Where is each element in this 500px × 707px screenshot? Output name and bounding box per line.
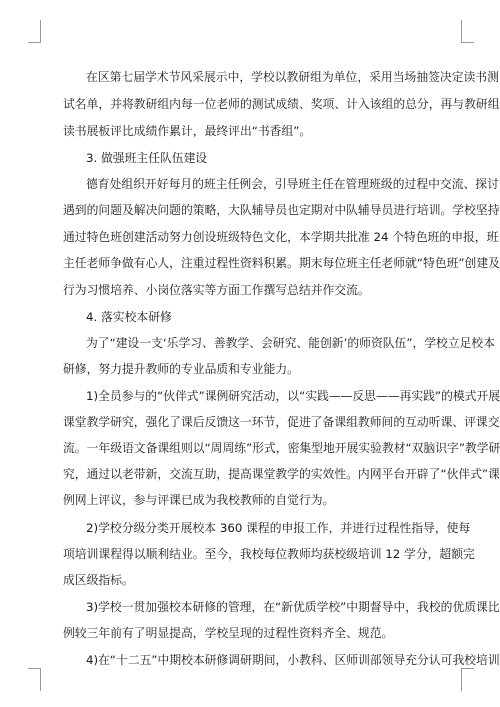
paragraph-line: 通过特色班创建活动努力创设班级特色文化，本学期共批准 24 个特色班的申报，班: [63, 230, 499, 244]
paragraph-line: 行为习惯培养、小岗位落实等方面工作撰写总结并作交流。: [63, 283, 370, 297]
paragraph-line: 试名单，并将教研组内每一位老师的测试成绩、奖项、计入该组的总分，再与教研组: [63, 97, 500, 111]
paragraph-line: 主任老师争做有心人，注重过程性资料积累。期末每位班主任老师就“特色班”创建及: [63, 256, 500, 270]
paragraph-line: 遇到的问题及解决问题的策略，大队辅导员也定期对中队辅导员进行培训。学校坚持: [63, 203, 500, 217]
paragraph-line: 研修，努力提升教师的专业品质和专业能力。: [63, 362, 299, 376]
paragraph-line: 究，通过以老带新，交流互助，提高课堂教学的实效性。内网平台开辟了“伙伴式”课: [63, 467, 500, 481]
paragraph-line: 项培训课程得以顺利结业。至今，我校每位教师均获校级培训 12 学分，超额完: [63, 547, 475, 561]
crop-mark-top-left: [28, 20, 41, 43]
paragraph-line: 在区第七届学术节风采展示中，学校以教研组为单位，采用当场抽签决定读书测: [86, 70, 499, 84]
paragraph-line: 1)全员参与的“伙伴式”课例研究活动，以“实践——反思——再实践”的模式开展: [86, 389, 500, 403]
paragraph-line: 3)学校一贯加强校本研修的管理，在“新优质学校”中期督导中，我校的优质课比: [86, 600, 500, 614]
paragraph-line: 例较三年前有了明显提高，学校呈现的过程性资料齐全、规范。: [63, 626, 394, 640]
section-heading: 4. 落实校本研修: [86, 310, 172, 324]
paragraph-line: 德育处组织开好每月的班主任例会，引导班主任在管理班级的过程中交流、探讨: [86, 177, 499, 191]
paragraph-line: 流。一年级语文备课组则以“周周练”形式，密集型地开展实验教材“双脑识字”教学研: [63, 441, 500, 455]
paragraph-line: 2)学校分级分类开展校本 360 课程的申报工作，并进行过程性指导，使每: [86, 521, 471, 535]
crop-mark-top-right: [461, 20, 474, 43]
paragraph-line: 例网上评议，参与评课已成为我校教师的自觉行为。: [63, 493, 335, 507]
paragraph-line: 成区级指标。: [63, 573, 134, 587]
crop-mark-bottom-left: [28, 668, 41, 691]
paragraph-line: 4)在“十二五”中期校本研修调研期间，小教科、区师训部领导充分认可我校培训: [86, 653, 500, 667]
paragraph-line: 为了“建设一支‘乐学习、善教学、会研究、能创新’的师资队伍”，学校立足校本: [86, 336, 496, 350]
crop-mark-bottom-right: [461, 668, 474, 691]
section-heading: 3. 做强班主任队伍建设: [86, 151, 208, 165]
paragraph-line: 读书展板评比成绩作累计，最终评出“书香组”。: [63, 124, 312, 138]
paragraph-line: 课堂教学研究，强化了课后反馈这一环节，促进了备课组教师间的互动听课、评课交: [63, 415, 500, 429]
